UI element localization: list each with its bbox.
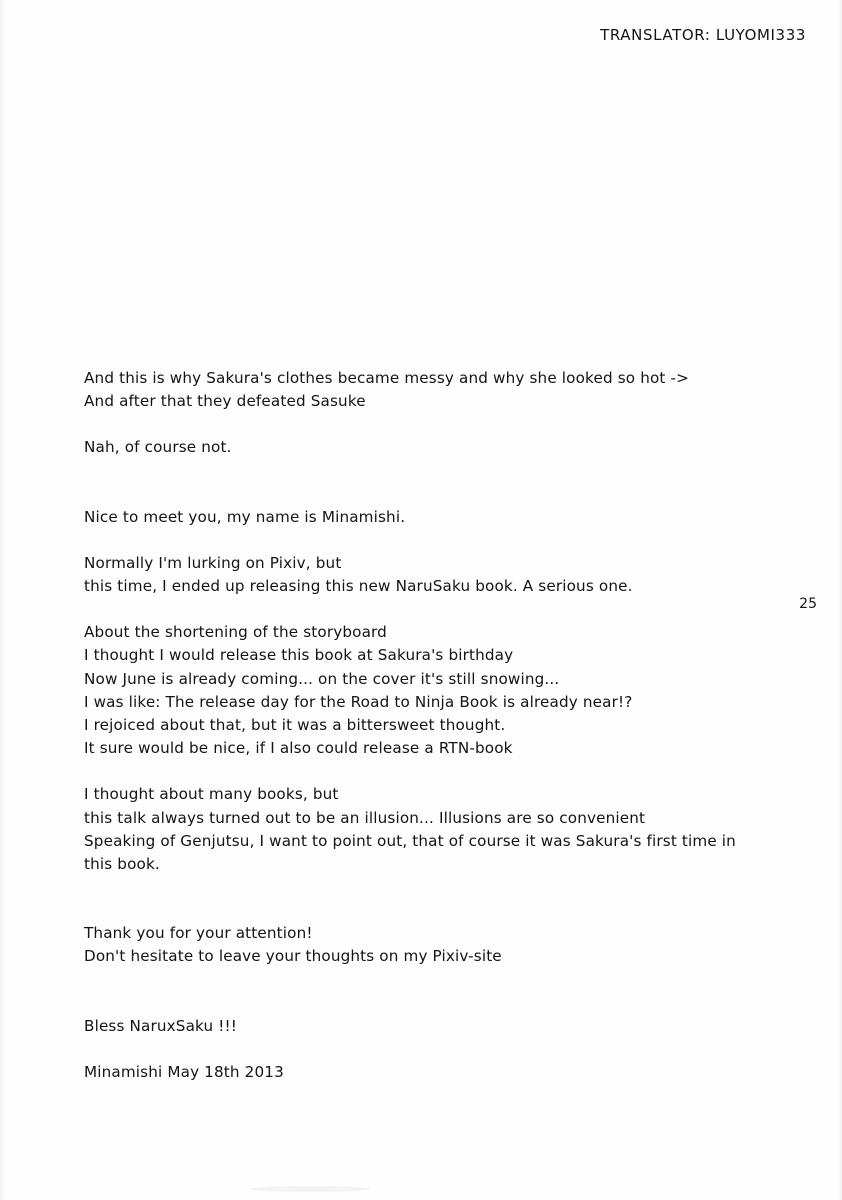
paragraph-spacer [84,529,754,552]
afterword-line: I thought I would release this book at Sakura's birthday [84,646,514,665]
afterword-paragraph-2 [84,436,754,459]
paragraph-spacer [84,598,754,621]
afterword-paragraph-6 [84,783,754,876]
page-number: 25 [799,596,817,612]
afterword-line: Thank you for your attention! [84,924,313,943]
afterword-signature [84,1061,754,1084]
paragraph-spacer [84,460,754,506]
paragraph-spacer [84,1038,754,1061]
afterword-line: I thought about many books, but [84,785,339,804]
afterword-line: I rejoiced about that, but it was a bittersweet thought. [84,716,506,735]
afterword-line: this book. [84,855,160,874]
afterword-line: It sure would be nice, if I also could release a RTN-book [84,739,513,758]
translator-credit: TRANSLATOR: LUYOMI333 [600,26,806,44]
afterword-line: Minamishi May 18th 2013 [84,1062,284,1081]
afterword-line: Nah, of course not. [84,438,232,457]
afterword-paragraph-5 [84,621,754,760]
afterword-paragraph-4 [84,552,754,598]
afterword-text-block [84,367,754,1084]
afterword-line: About the shortening of the storyboard [84,623,387,642]
afterword-line: Now June is already coming... on the cover it's still snowing... [84,669,560,688]
page-bottom-smudge [250,1186,370,1192]
page-left-edge-shading [0,0,6,1200]
afterword-line: this talk always turned out to be an illusion... Illusions are so convenient [84,808,646,827]
afterword-line: Speaking of Genjutsu, I want to point out, that of course it was Sakura's first time in [84,831,736,850]
afterword-paragraph-8 [84,1015,754,1038]
afterword-paragraph-3 [84,506,754,529]
afterword-line: And this is why Sakura's clothes became messy and why she looked so hot -> [84,369,690,387]
afterword-line: Nice to meet you, my name is Minamishi. [84,507,406,526]
afterword-line: I was like: The release day for the Road to Ninja Book is already near!? [84,692,633,711]
paragraph-spacer [84,760,754,783]
paragraph-spacer [84,876,754,922]
paragraph-spacer [84,969,754,1015]
afterword-paragraph-1 [84,367,754,413]
afterword-line: this time, I ended up releasing this new NaruSaku book. A serious one. [84,577,633,596]
afterword-paragraph-7 [84,922,754,968]
afterword-line: Normally I'm lurking on Pixiv, but [84,553,342,572]
paragraph-spacer [84,413,754,436]
afterword-line: Bless NaruxSaku !!! [84,1016,238,1035]
afterword-line: And after that they defeated Sasuke [84,392,366,411]
afterword-line: Don't hesitate to leave your thoughts on my Pixiv-site [84,947,502,966]
page-right-edge-shading [836,0,842,1200]
